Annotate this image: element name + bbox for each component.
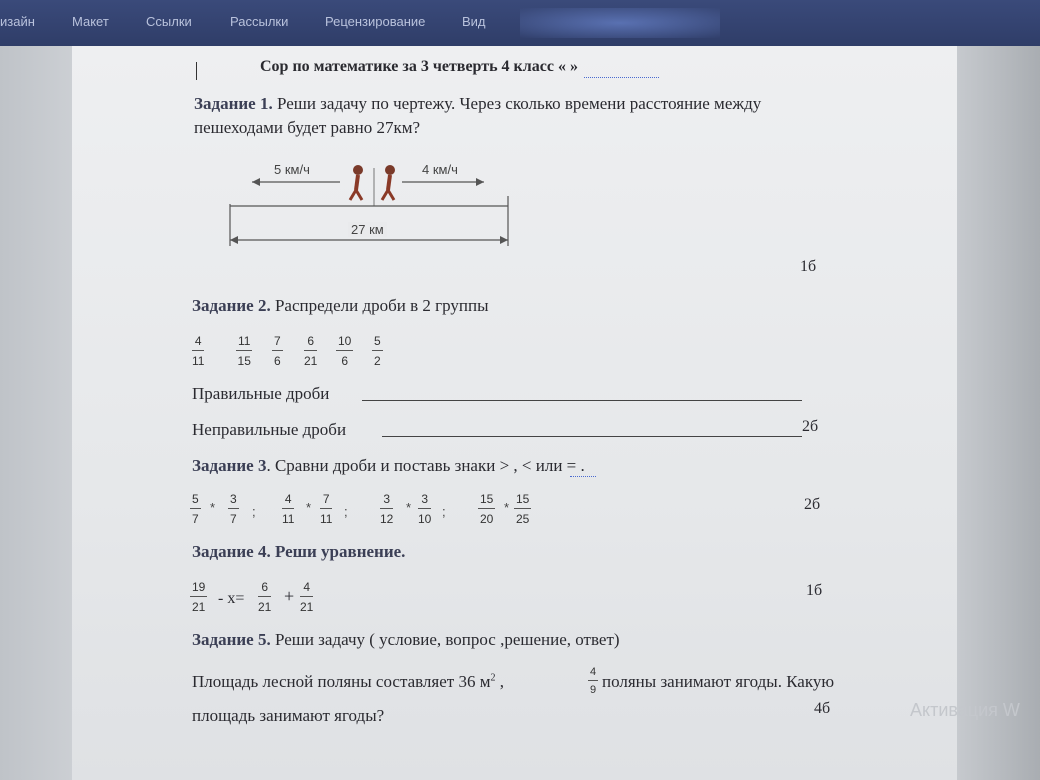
task5-comma: , xyxy=(495,672,504,691)
task1-score: 1б xyxy=(800,258,817,275)
fraction-4: $\frac{6}{21}$ xyxy=(304,334,318,368)
task2-text: Распредели дроби в 2 группы xyxy=(270,296,489,315)
task5-score: 4б xyxy=(814,700,831,717)
fraction-6: $\frac{5}{2}$ xyxy=(374,334,381,368)
task5-problem-line1 xyxy=(192,672,504,692)
task5-title: Задание 5. xyxy=(192,630,271,649)
eq-fraction-4-21: $\frac{4}{21}$ xyxy=(300,580,314,614)
improper-fractions-label: Неправильные дроби xyxy=(192,420,347,439)
cmp2-operator: * xyxy=(306,500,312,515)
tab-mailings[interactable]: Рассылки xyxy=(230,14,289,29)
fraction-1: $\frac{4}{11}$ xyxy=(192,334,205,368)
left-arrow-head xyxy=(252,178,260,186)
task1-text: Реши задачу по чертежу. Через сколько времени расстояние между xyxy=(272,94,762,113)
task4-title: Задание 4. Реши уравнение. xyxy=(192,542,406,561)
cmp1-a: $\frac{5}{7}$ xyxy=(192,492,199,526)
fraction-5: $\frac{10}{6}$ xyxy=(338,334,352,368)
cmp4-operator: * xyxy=(504,500,510,515)
distance-arrow-right xyxy=(500,236,508,244)
cmp2-b: $\frac{7}{11}$ xyxy=(320,492,333,526)
cmp1-sep: ; xyxy=(252,504,256,519)
eq-minus-x: - x= xyxy=(218,590,245,607)
tab-layout[interactable]: Макет xyxy=(72,14,109,29)
task2-score: 2б xyxy=(802,418,819,435)
activation-watermark: Активация W xyxy=(910,700,1020,720)
tab-review[interactable]: Рецензирование xyxy=(325,14,426,29)
cmp3-b: $\frac{3}{10}$ xyxy=(418,492,432,526)
task5-problem-part2: поляны занимают ягоды. Какую xyxy=(602,672,835,691)
ribbon-bar xyxy=(0,0,1040,46)
distance-arrow-left xyxy=(230,236,238,244)
right-arrow-head xyxy=(476,178,484,186)
task2-title: Задание 2. xyxy=(192,296,271,315)
speed-left-label: 5 км/ч xyxy=(274,162,310,177)
proper-fractions-answer-line[interactable] xyxy=(362,400,802,401)
task5-fraction-4-9: $\frac{4}{9}$ xyxy=(590,666,597,696)
task1-title: Задание 1. xyxy=(194,94,273,113)
proper-fractions-label: Правильные дроби xyxy=(192,384,330,403)
cmp4-a: $\frac{15}{20}$ xyxy=(480,492,494,526)
document-page[interactable] xyxy=(72,46,957,780)
cmp3-a: $\frac{3}{12}$ xyxy=(380,492,394,526)
fraction-3: $\frac{7}{6}$ xyxy=(274,334,281,368)
task1-text-line2: пешеходами будет равно 27км? xyxy=(194,118,421,137)
task4-score: 1б xyxy=(806,582,823,599)
task3-title: Задание 3 xyxy=(192,456,267,475)
tab-design[interactable]: изайн xyxy=(0,14,35,29)
cmp3-sep: ; xyxy=(442,504,446,519)
cmp4-b: $\frac{15}{25}$ xyxy=(516,492,530,526)
spellcheck-underline-2 xyxy=(570,476,596,477)
walker-right-icon xyxy=(382,165,395,200)
eq-fraction-19-21: $\frac{19}{21}$ xyxy=(192,580,206,614)
task3-text: . Сравни дроби и поставь знаки > , < или = . xyxy=(266,456,585,475)
cmp1-b: $\frac{3}{7}$ xyxy=(230,492,237,526)
improper-fractions-answer-line[interactable] xyxy=(382,436,802,437)
task5-problem-line2: площадь занимают ягоды? xyxy=(192,706,385,725)
tab-references[interactable]: Ссылки xyxy=(146,14,192,29)
text-cursor xyxy=(196,62,197,80)
task5-text: Реши задачу ( условие, вопрос ,решение, ответ) xyxy=(270,630,620,649)
document-header: Сор по математике за 3 четверть 4 класс « » xyxy=(260,58,578,75)
eq-fraction-6-21: $\frac{6}{21}$ xyxy=(258,580,272,614)
cmp3-operator: * xyxy=(406,500,412,515)
cmp2-a: $\frac{4}{11}$ xyxy=(282,492,295,526)
speed-right-label: 4 км/ч xyxy=(422,162,458,177)
ribbon-highlight xyxy=(520,8,720,38)
cmp2-sep: ; xyxy=(344,504,348,519)
eq-plus: + xyxy=(284,586,295,606)
task5-problem-part1: Площадь лесной поляны составляет 36 м xyxy=(192,672,491,691)
task5-superscript: 2 xyxy=(490,672,496,684)
fraction-2: $\frac{11}{15}$ xyxy=(237,334,251,368)
cmp1-operator: * xyxy=(210,500,216,515)
spellcheck-underline xyxy=(584,77,659,78)
walker-left-icon xyxy=(350,165,363,200)
distance-label: 27 км xyxy=(348,222,387,237)
task3-score: 2б xyxy=(804,496,821,513)
tab-view[interactable]: Вид xyxy=(462,14,486,29)
